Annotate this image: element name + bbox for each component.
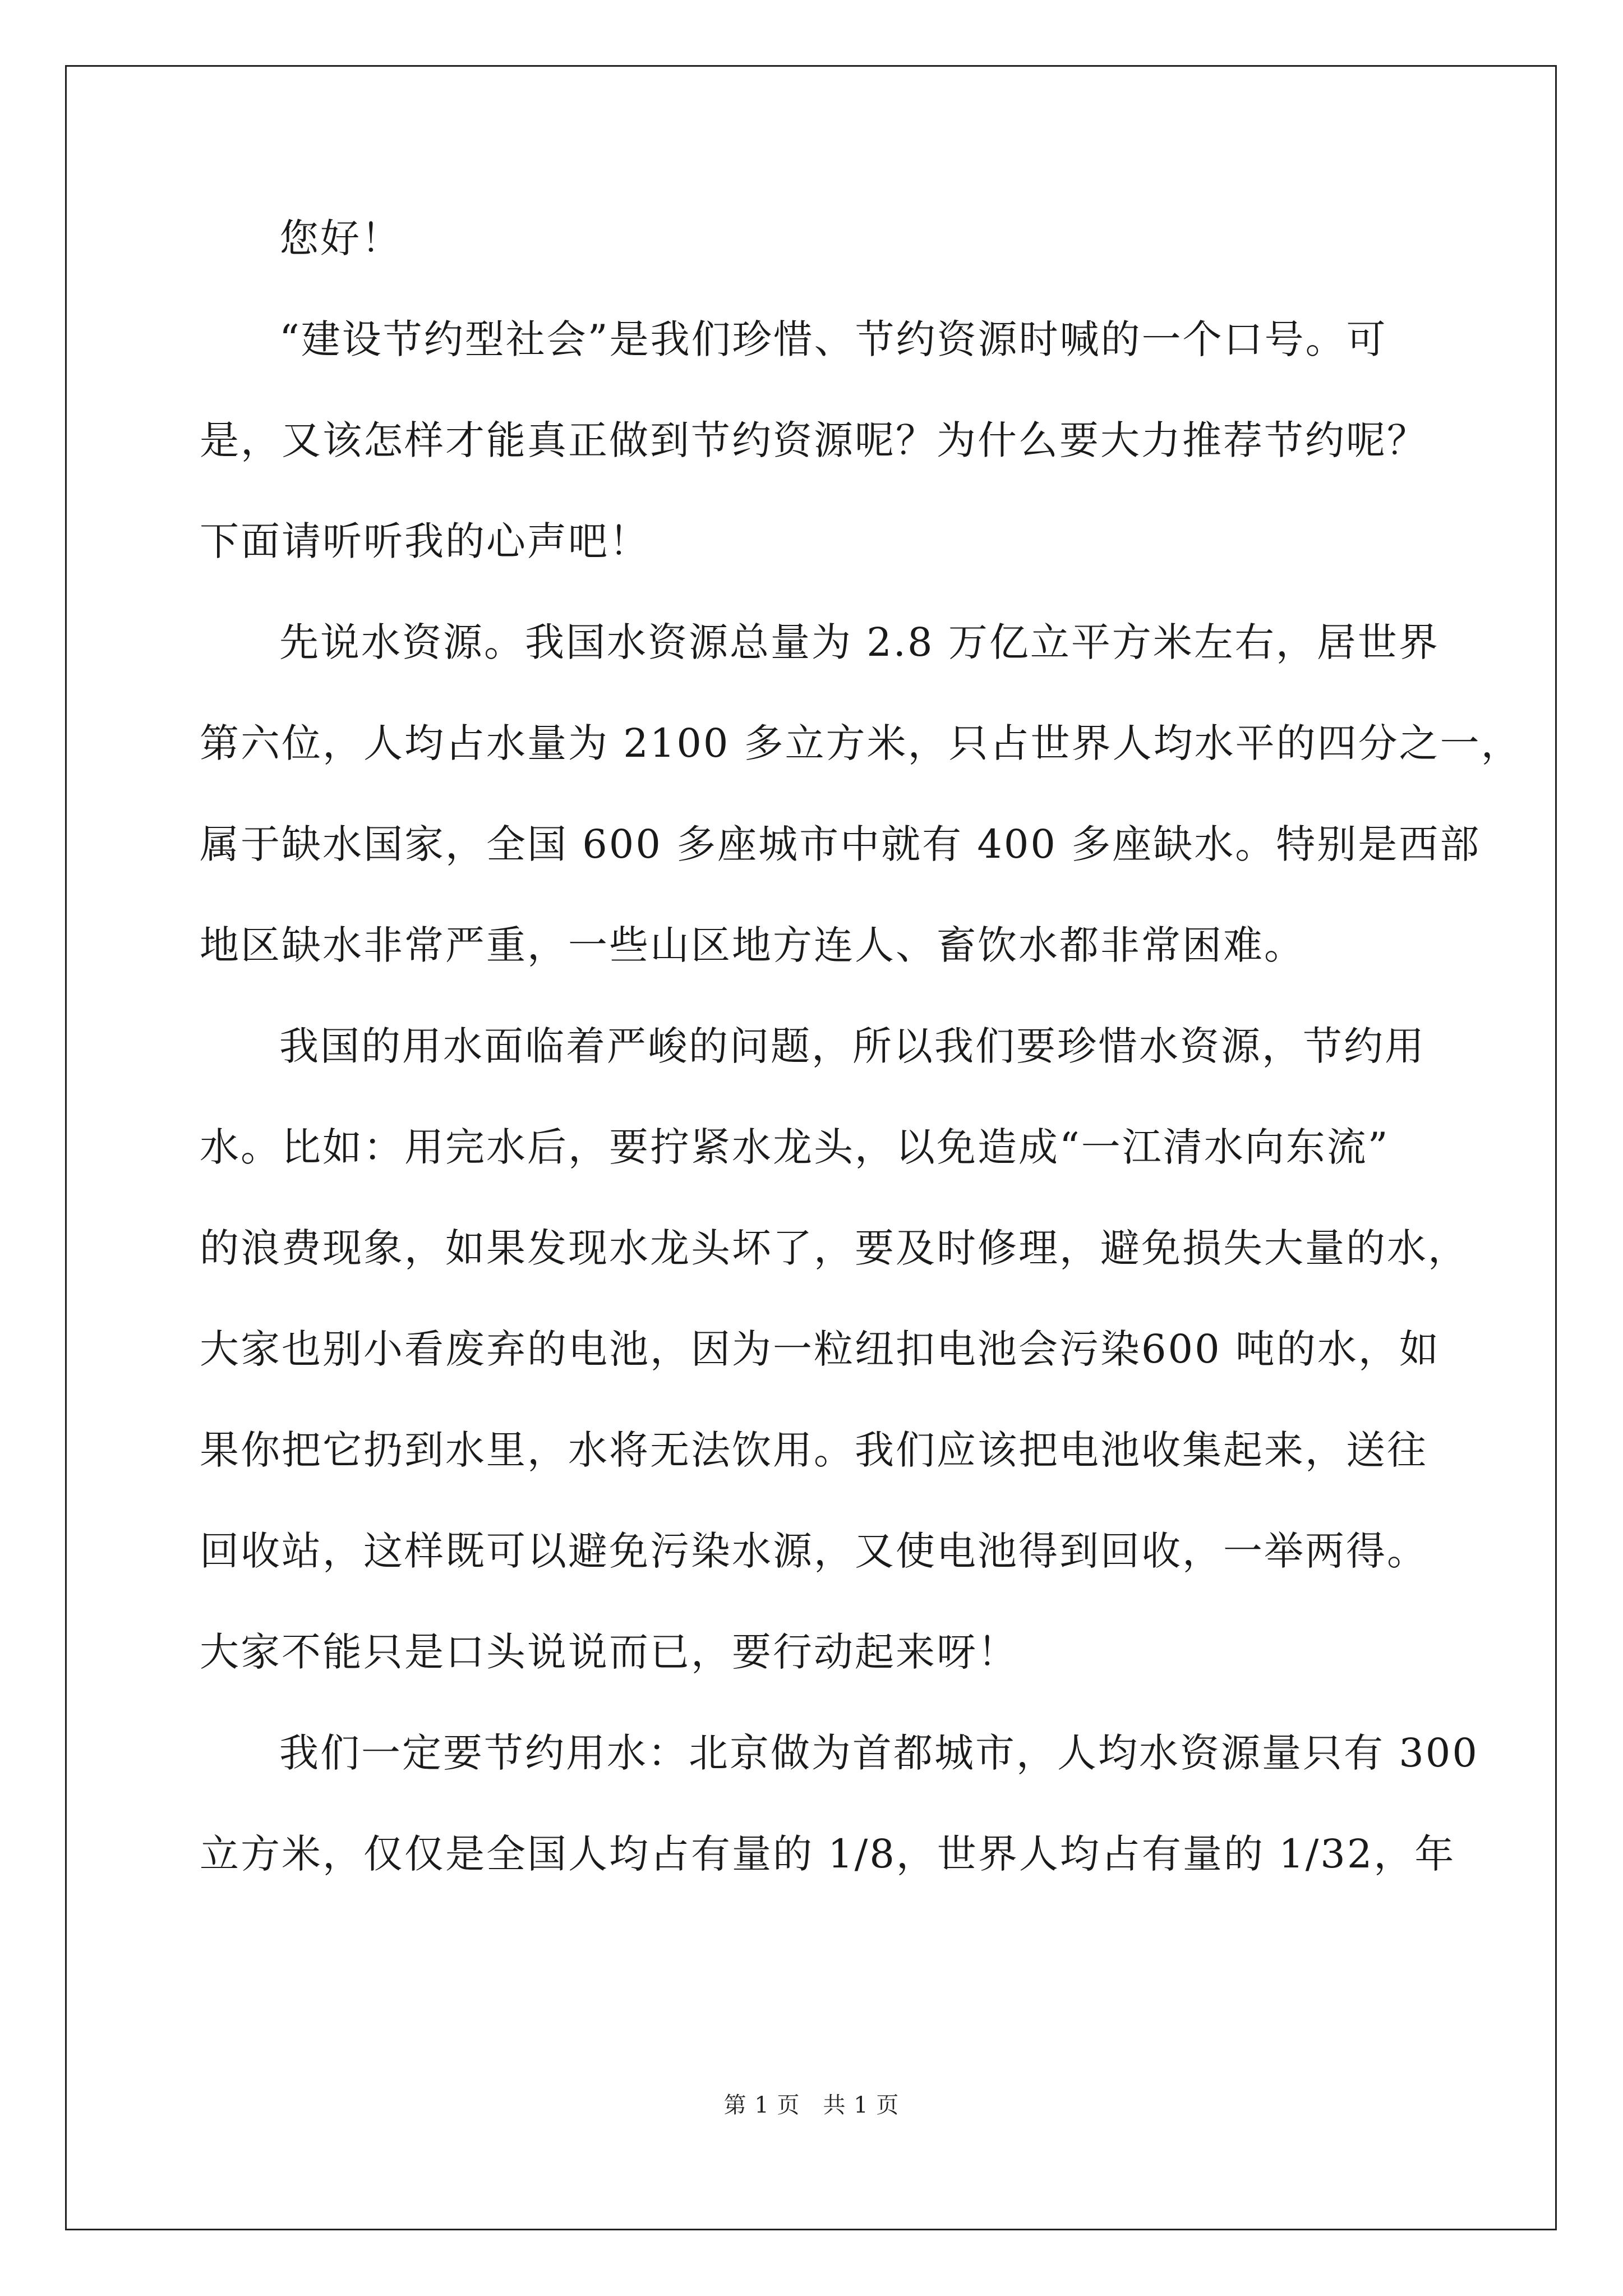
paragraph-2-line-3: 属于缺水国家，全国 600 多座城市中就有 400 多座缺水。特别是西部 [200, 821, 1481, 867]
greeting-line: 您好！ [279, 215, 402, 261]
paragraph-2-line-4: 地区缺水非常严重，一些山区地方连人、畜饮水都非常困难。 [200, 922, 1305, 968]
paragraph-3-line-4: 大家也别小看废弃的电池，因为一粒纽扣电池会污染600 吨的水，如 [200, 1326, 1440, 1372]
paragraph-2-line-2: 第六位，人均占水量为 2100 多立方米，只占世界人均水平的四分之一， [200, 720, 1522, 766]
paragraph-3-line-7: 大家不能只是口头说说而已，要行动起来呀！ [200, 1629, 1018, 1675]
paragraph-3-line-6: 回收站，这样既可以避免污染水源，又使电池得到回收，一举两得。 [200, 1528, 1428, 1574]
paragraph-4-line-1: 我们一定要节约用水：北京做为首都城市，人均水资源量只有 300 [279, 1730, 1479, 1776]
paragraph-4-line-2: 立方米，仅仅是全国人均占有量的 1/8，世界人均占有量的 1/32，年 [200, 1831, 1456, 1877]
paragraph-1-line-1: “建设节约型社会”是我们珍惜、节约资源时喊的一个口号。可 [279, 316, 1387, 362]
paragraph-3-line-2: 水。比如：用完水后，要拧紧水龙头，以免造成“一江清水向东流” [200, 1124, 1390, 1170]
paragraph-1-line-2: 是，又该怎样才能真正做到节约资源呢？为什么要大力推荐节约呢？ [200, 417, 1428, 463]
paragraph-3-line-5: 果你把它扔到水里，水将无法饮用。我们应该把电池收集起来，送往 [200, 1427, 1428, 1473]
paragraph-3-line-1: 我国的用水面临着严峻的问题，所以我们要珍惜水资源，节约用 [279, 1023, 1426, 1069]
paragraph-3-line-3: 的浪费现象，如果发现水龙头坏了，要及时修理，避免损失大量的水， [200, 1225, 1469, 1271]
page-number-footer: 第 1 页 共 1 页 [723, 2092, 900, 2118]
paragraph-1-line-3: 下面请听听我的心声吧！ [200, 518, 650, 564]
paragraph-2-line-1: 先说水资源。我国水资源总量为 2.8 万亿立平方米左右，居世界 [279, 619, 1440, 665]
